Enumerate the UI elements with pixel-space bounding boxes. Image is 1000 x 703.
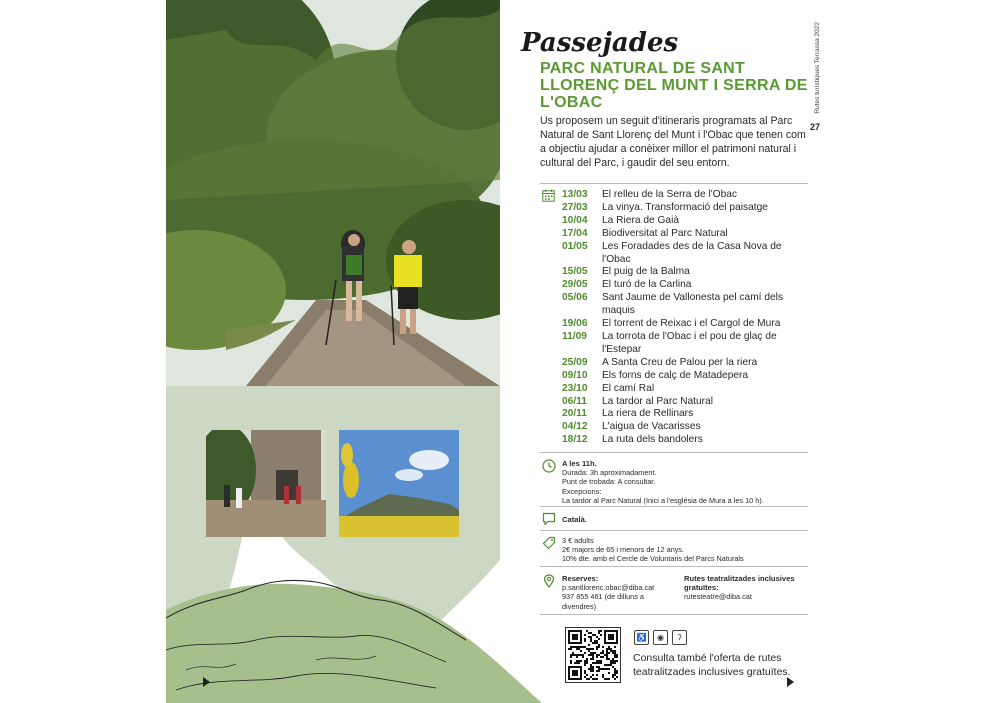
schedule-title: El camí Ral [602,382,655,394]
schedule-title: El turó de la Carlina [602,279,692,291]
schedule-row [562,279,812,292]
divider [540,183,808,184]
schedule-title: L'aigua de Vacarisses [602,421,701,433]
schedule-row [562,202,812,215]
ear-icon: ʔ [672,630,687,645]
schedule-title: Biodiversitat al Parc Natural [602,227,728,239]
price-tag-icon [542,536,556,550]
schedule-date: 27/03 [562,201,588,213]
photo-column [166,0,542,703]
time-heading: A les 11h. [562,459,597,468]
reserves-hours: divendres) [562,601,597,611]
schedule-row [562,396,812,409]
castle-ruins-photo [206,430,326,537]
schedule-date: 18/12 [562,434,588,446]
speech-bubble-icon [542,512,556,526]
qr-code[interactable] [565,627,621,683]
intro-text: Us proposem un seguit d'itineraris programats al Parc Natural de Sant Llorenç del Munt i l'Obac que tenen com a objectiu ajudar a conèixer millor el patrimoni natural i cultural del Parc, i gaudir del seu entorn. [540,115,806,169]
schedule-row [562,266,812,279]
schedule-date: 15/05 [562,266,588,278]
brochure-page [166,0,834,703]
time-line: Excepcions: [562,486,602,496]
reserves-info [540,574,808,614]
schedule-date: 19/06 [562,318,588,330]
schedule-date: 29/05 [562,279,588,291]
price-line: 10% dte. amb el Cercle de Voluntaris del Parcs Naturals [562,554,744,564]
time-line: La tardor al Parc Natural (Inici a l'església de Mura a les 10 h). [562,495,764,505]
hikers-photo [166,0,500,386]
schedule-row [562,189,812,202]
divider [540,530,808,531]
schedule-date: 10/04 [562,214,588,226]
wheelchair-icon: ♿ [634,630,649,645]
schedule-date: 25/09 [562,356,588,368]
reserves-phone: 937 855 461 (de dilluns a [562,592,644,602]
schedule-row [562,383,812,396]
consulta-text: Consulta també l'oferta de rutes teatralitzades inclusives gratuïtes. [633,652,791,678]
schedule-date: 23/10 [562,382,588,394]
schedule-row [562,370,812,383]
language-label: Català. [562,515,587,524]
page-number: 27 [810,122,821,132]
schedule-row [562,228,812,241]
qr-code-icon [566,628,620,682]
schedule-title: Els forns de calç de Matadepera [602,369,749,381]
schedule-row [562,241,812,267]
eye-icon: ◉ [653,630,668,645]
time-info [540,459,808,507]
schedule-title: La vinya. Transformació del paisatge [602,201,768,213]
divider [540,506,808,507]
brand-title: Passejades [521,28,679,58]
schedule-title: La Riera de Gaià [602,214,680,226]
schedule-row [562,331,812,357]
time-line: Punt de trobada: A consultar. [562,477,656,487]
schedule-date: 13/03 [562,189,588,200]
schedule-title: La riera de Rellinars [602,408,694,420]
reserves-heading: Reserves: [562,574,599,583]
language-info [540,512,808,528]
schedule-title: La tardor al Parc Natural [602,395,713,407]
schedule-title: El relleu de la Serra de l'Obac [602,189,738,200]
page-title: PARC NATURAL DE SANT LLORENÇ DEL MUNT I SERRA DE L'OBAC [540,60,808,111]
schedule-row [562,357,812,370]
schedule-title: Les Foradades des de la Casa Nova de l'Obac [602,240,782,265]
divider [540,566,808,567]
schedule-date: 05/06 [562,292,588,304]
schedule-date: 20/11 [562,408,587,420]
rutes-heading: gratuïtes: [684,583,719,593]
schedule-date: 01/05 [562,240,588,252]
schedule-row [562,318,812,331]
price-line: 2€ majors de 65 i menors de 12 anys. [562,545,685,555]
clock-icon [542,459,556,473]
schedule-date: 11/09 [562,330,587,342]
schedule-title: La torrota de l'Obac i el pou de glaç de l'Estepar [602,330,777,355]
divider [540,452,808,453]
calendar-icon [542,189,555,202]
divider [540,614,808,615]
accessibility-icons [634,630,687,645]
schedule-row [562,408,812,421]
location-pin-icon [542,574,556,588]
price-line: 3 € adults [562,536,594,545]
schedule-title: A Santa Creu de Palou per la riera [602,356,758,368]
schedule-title: Sant Jaume de Vallonesta pel camí dels maquis [602,292,784,317]
schedule-date: 17/04 [562,227,588,239]
schedule-row [562,215,812,228]
decorative-arrow-icon [203,677,210,687]
schedule-list [562,189,812,447]
schedule-title: La ruta dels bandolers [602,434,703,446]
side-label: Rutes turístiques Terrassa 2022 [814,22,821,114]
schedule-row [562,292,812,318]
schedule-date: 06/11 [562,395,587,407]
schedule-row [562,421,812,434]
rutes-heading: Rutes teatralitzades inclusives [684,574,795,583]
schedule-title: El torrent de Reixac i el Cargol de Mura [602,318,781,330]
time-line: Durada: 3h aproximadament. [562,468,657,478]
rutes-email[interactable]: rutesteatre@diba.cat [684,592,752,602]
mountain-field-photo [339,430,459,537]
reserves-email[interactable]: p.santllorenc.obac@diba.cat [562,583,655,593]
price-info [540,536,808,564]
schedule-date: 09/10 [562,369,588,381]
schedule-date: 04/12 [562,421,588,433]
schedule-title: El puig de la Balma [602,266,690,278]
next-arrow-icon[interactable] [787,677,794,687]
schedule-row [562,434,812,447]
